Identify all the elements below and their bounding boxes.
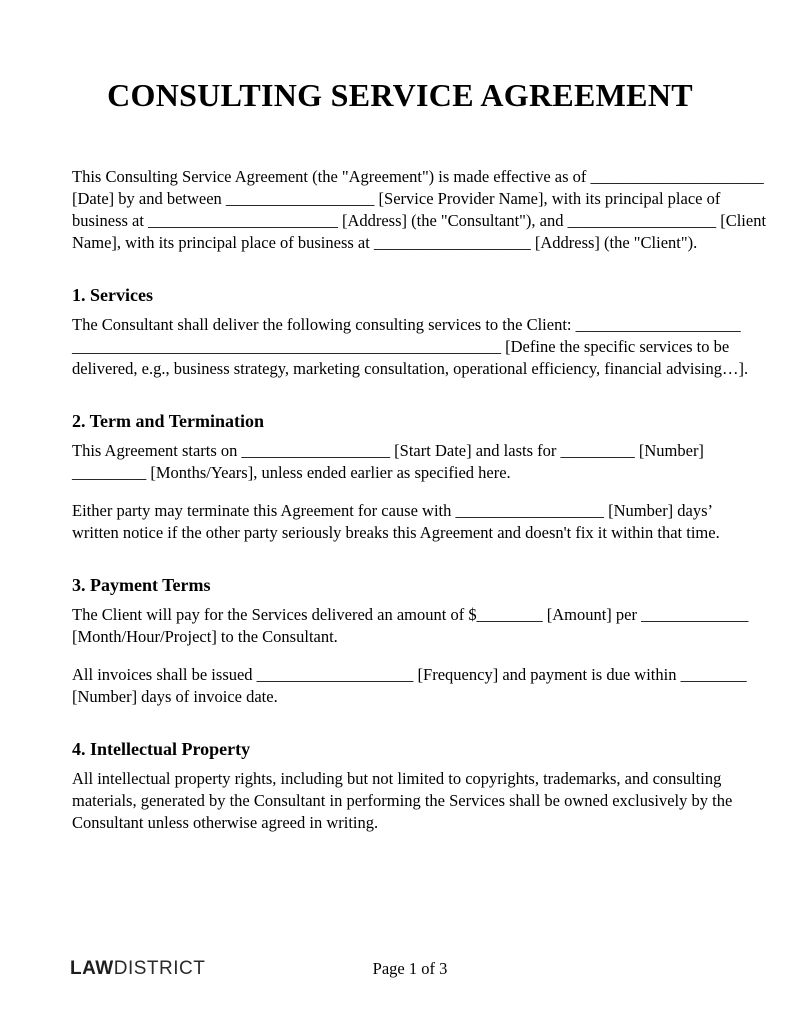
logo-district-text: DISTRICT (113, 958, 206, 979)
text-line: Either party may terminate this Agreement for cause with __________________ [Number] days’ (72, 501, 714, 520)
text-line: ____________________________________________________ [Define the specific services to be (72, 337, 730, 356)
paragraph (72, 314, 749, 380)
text-line: All intellectual property rights, including but not limited to copyrights, trademarks, and consulting (72, 769, 722, 788)
section-intellectual-property (72, 737, 733, 834)
intro-paragraph (72, 166, 767, 254)
text-line: [Month/Hour/Project] to the Consultant. (72, 627, 338, 646)
page-number: Page 1 of 3 (372, 959, 448, 978)
section-heading: 3. Payment Terms (72, 575, 211, 595)
paragraph (72, 500, 728, 544)
text-line: The Consultant shall deliver the following consulting services to the Client: ____________________ (72, 315, 741, 334)
section-heading: 4. Intellectual Property (72, 739, 251, 759)
text-line: delivered, e.g., business strategy, marketing consultation, operational efficiency, financial advising…]. (72, 359, 749, 378)
logo-law-text: LAW (70, 958, 114, 979)
section-heading: 2. Term and Termination (72, 411, 265, 431)
document-title: CONSULTING SERVICE AGREEMENT (107, 77, 693, 113)
text-line: [Date] by and between __________________ [Service Provider Name], with its principal place of (72, 189, 721, 208)
text-line: business at _______________________ [Address] (the "Consultant"), and __________________ [Client (72, 211, 767, 230)
paragraph (72, 440, 728, 484)
text-line: This Agreement starts on __________________ [Start Date] and lasts for _________ [Number] (72, 441, 704, 460)
section-term-termination (72, 409, 728, 544)
text-line: This Consulting Service Agreement (the "Agreement") is made effective as of _____________________ (72, 167, 764, 186)
section-services (72, 283, 749, 380)
text-line: The Client will pay for the Services delivered an amount of $________ [Amount] per _____________ (72, 605, 749, 624)
text-line: Consultant unless otherwise agreed in writing. (72, 813, 379, 832)
paragraph (72, 604, 749, 648)
text-line: Name], with its principal place of business at ___________________ [Address] (the "Client"). (72, 233, 698, 252)
document-content (72, 0, 767, 834)
text-line: materials, generated by the Consultant in performing the Services shall be owned exclusively by the (72, 791, 733, 810)
text-line: [Number] days of invoice date. (72, 687, 278, 706)
text-line: _________ [Months/Years], unless ended earlier as specified here. (72, 463, 511, 482)
paragraph (72, 768, 733, 834)
paragraph (72, 664, 747, 708)
text-line: All invoices shall be issued ___________________ [Frequency] and payment is due within ________ (72, 665, 747, 684)
text-line: written notice if the other party seriously breaks this Agreement and doesn't fix it within that time. (72, 523, 720, 542)
section-payment-terms (72, 573, 749, 708)
section-heading: 1. Services (72, 285, 153, 305)
